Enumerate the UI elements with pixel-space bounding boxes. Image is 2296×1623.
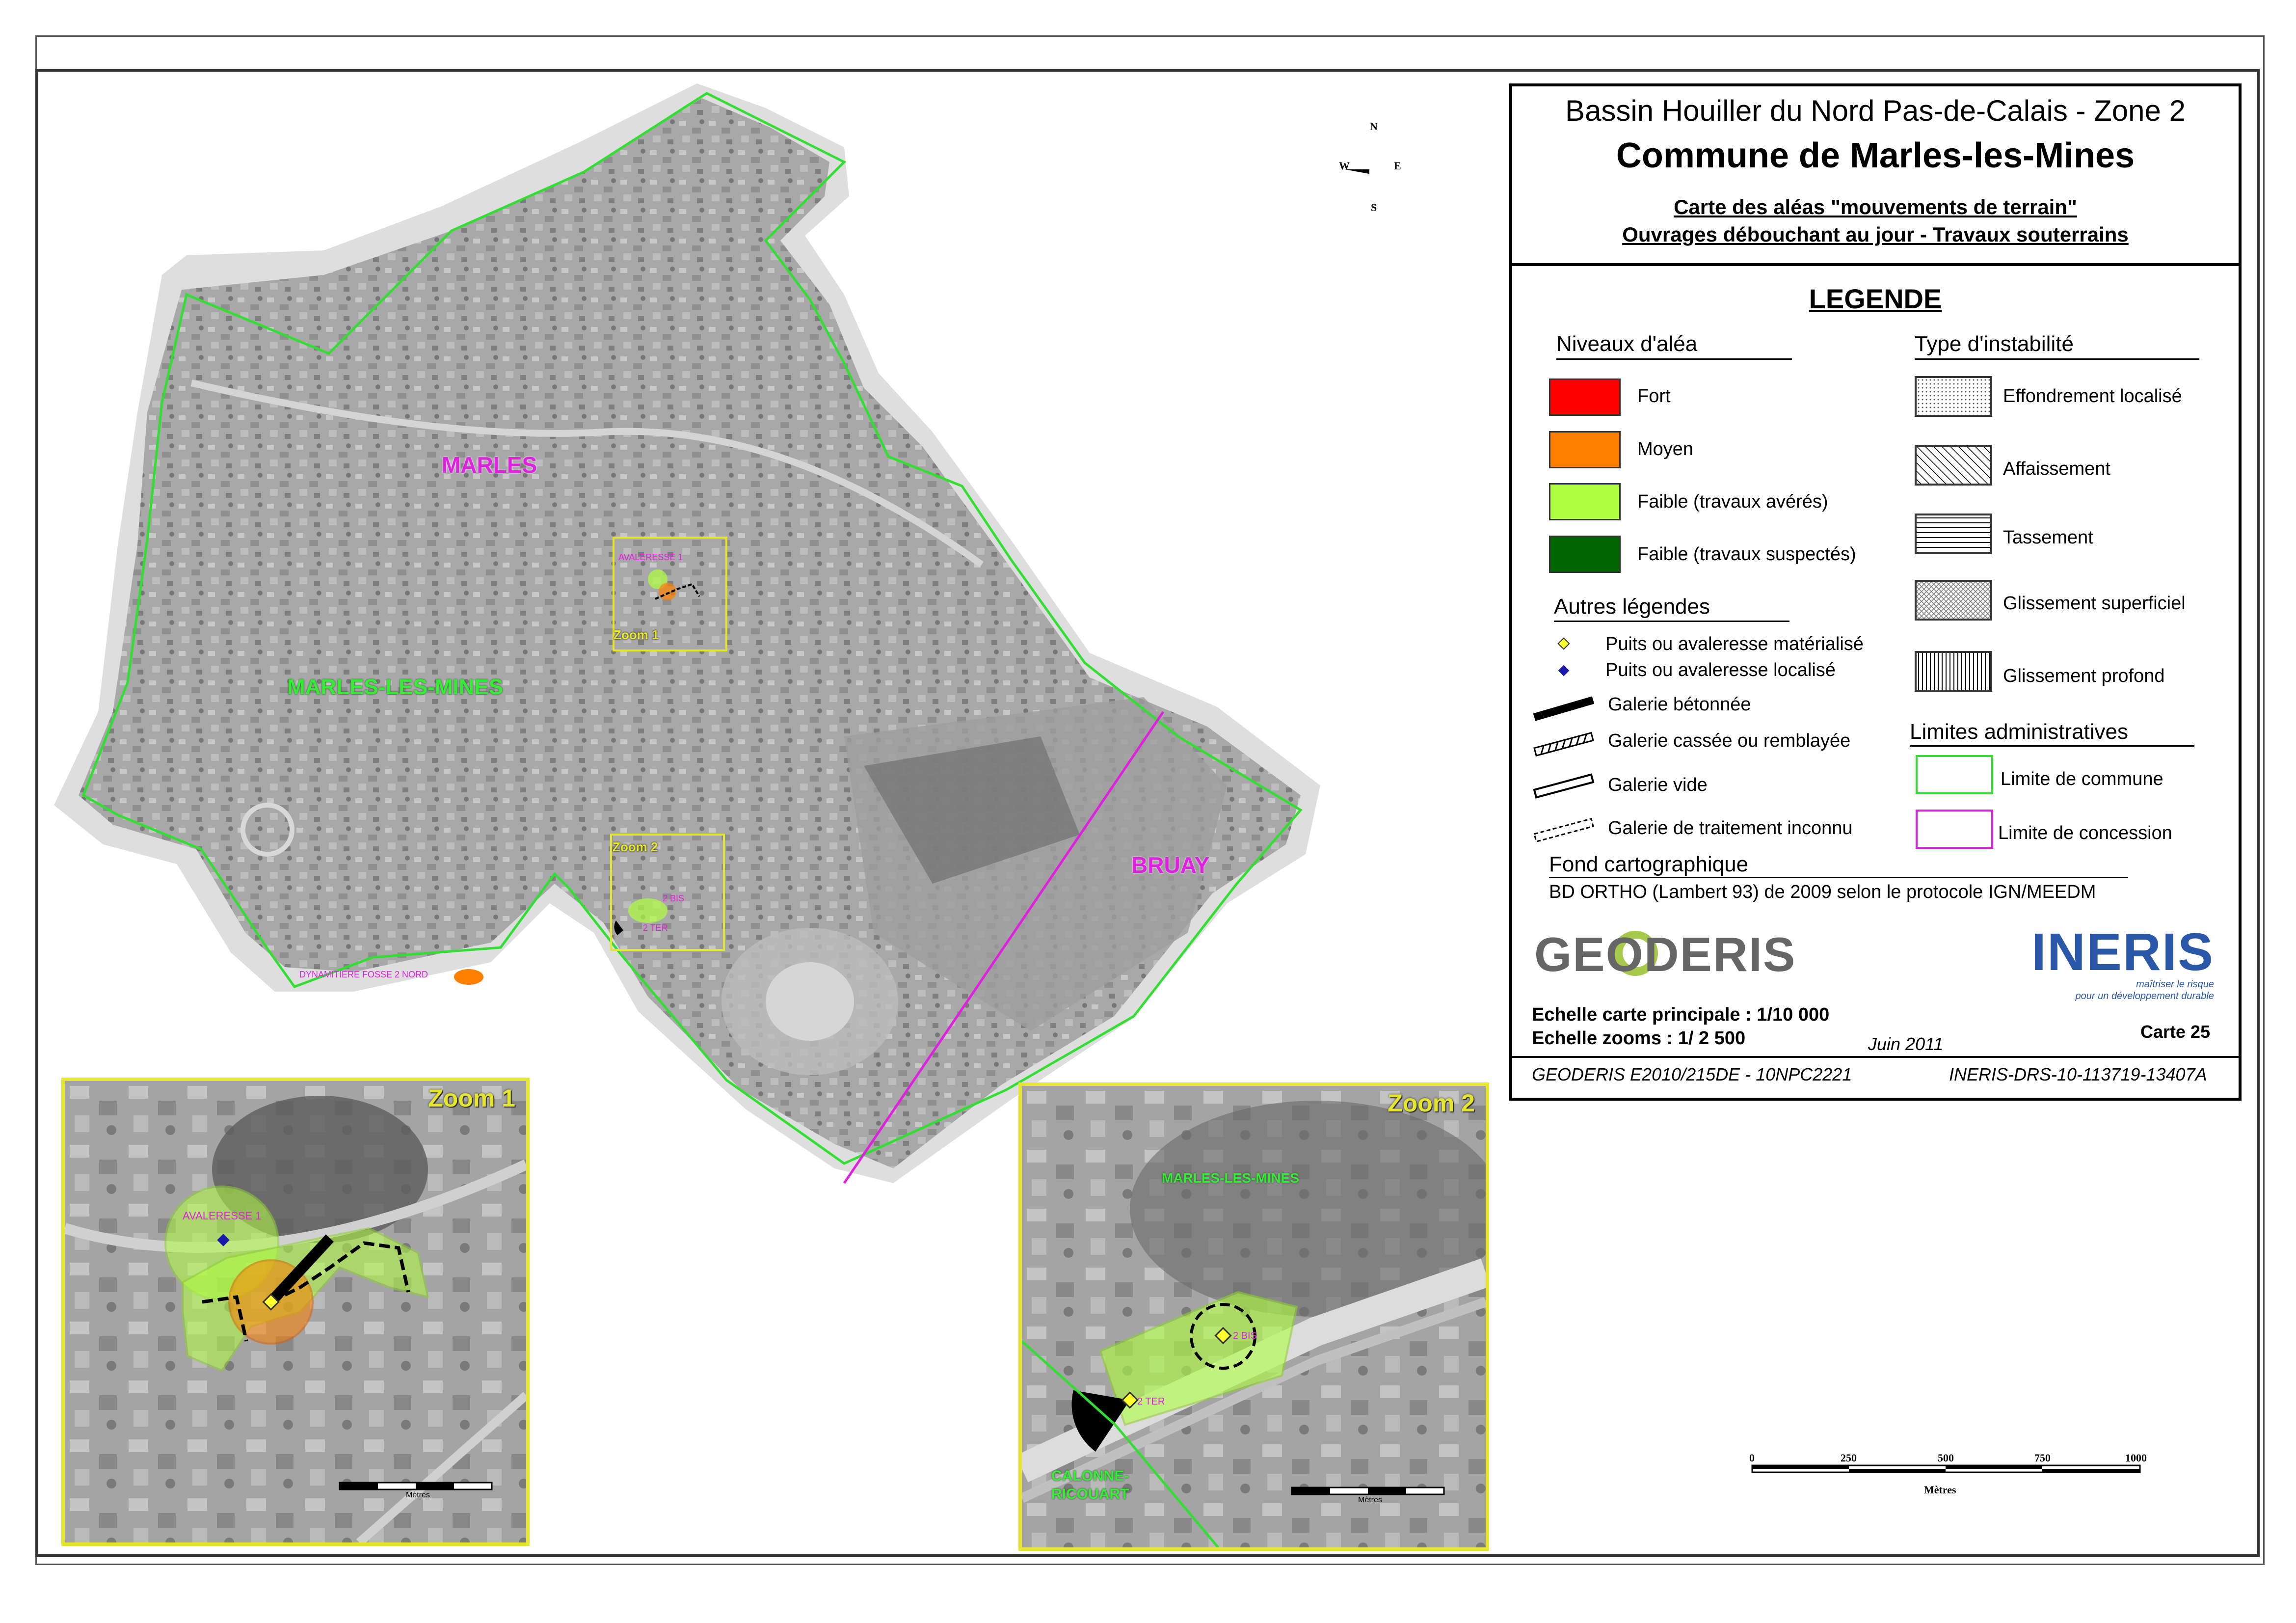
pattern-effondrement (1915, 376, 1992, 417)
instab-affaissement-label: Affaissement (2003, 459, 2110, 479)
galerie-inconnu-icon (1532, 815, 1596, 845)
swatch-faible-suspectes (1549, 536, 1621, 573)
niveau-faible-averes-label: Faible (travaux avérés) (1637, 491, 1828, 512)
map-date: Juin 2011 (1868, 1034, 1944, 1054)
pattern-glissement-superficiel (1915, 580, 1992, 621)
ineris-tagline-2: pour un développement durable (2075, 991, 2214, 1001)
zoom1-title: Zoom 1 (428, 1084, 515, 1112)
legend-title: LEGENDE (1809, 283, 1942, 314)
niveaux-underline (1556, 358, 1792, 360)
limites-title: Limites administratives (1910, 720, 2129, 744)
scale-unit: Mètres (1924, 1484, 1956, 1496)
scale-tick-0: 0 (1749, 1452, 1755, 1464)
geoderis-logo (1534, 921, 1799, 990)
commune-label-marles-les-mines: MARLES-LES-MINES (287, 675, 503, 699)
scale-tick-750: 750 (2034, 1452, 2051, 1464)
pattern-affaissement (1915, 445, 1992, 486)
swatch-faible-averes (1549, 483, 1621, 520)
niveaux-title: Niveaux d'aléa (1556, 332, 1698, 356)
instab-glissement-superficiel-label: Glissement superficiel (2003, 593, 2186, 614)
west-letter: W (1339, 160, 1350, 172)
limite-concession-label: Limite de concession (1998, 823, 2172, 843)
autres-title: Autres légendes (1554, 595, 1710, 619)
autres-galerie-vide-label: Galerie vide (1608, 775, 1708, 795)
galerie-betonnee-icon (1532, 693, 1596, 722)
niveau-faible-suspectes-label: Faible (travaux suspectés) (1637, 544, 1856, 565)
autres-underline (1554, 621, 1789, 622)
zoom2-calonne-label-1: CALONNE- (1051, 1468, 1129, 1484)
scale-tick-1000: 1000 (2125, 1452, 2147, 1464)
footer-divider (1512, 1056, 2239, 1058)
puits-localise-icon (1554, 661, 1574, 680)
avaleresse-label: AVALERESSE 1 (618, 552, 683, 562)
main-map (44, 74, 1369, 1203)
fond-title: Fond cartographique (1549, 852, 1749, 876)
swatch-fort (1549, 379, 1621, 416)
spoil-heap-inner (766, 962, 854, 1041)
ter-label: 2 TER (643, 923, 668, 933)
zoom2-panel (1018, 1082, 1489, 1551)
instab-tassement-label: Tassement (2003, 527, 2093, 548)
zoom1-panel (61, 1078, 530, 1546)
ineris-logo-text: INERIS (2031, 922, 2214, 981)
limite-concession-swatch (1916, 810, 1993, 849)
south-letter: S (1371, 201, 1377, 214)
zoom2-label: Zoom 2 (613, 839, 658, 854)
dynamitiere-label: DYNAMITIERE FOSSE 2 NORD (299, 970, 428, 979)
limite-commune-label: Limite de commune (2001, 769, 2163, 789)
niveau-moyen-label: Moyen (1637, 439, 1694, 460)
echelle-main: Echelle carte principale : 1/10 000 (1532, 1004, 1830, 1025)
cartouche (1509, 83, 2242, 1101)
scale-tick-250: 250 (1841, 1452, 1857, 1464)
geoderis-logo-text: GEODERIS (1534, 927, 1796, 981)
zoom1-avaleresse-label: AVALERESSE 1 (183, 1210, 262, 1222)
zoom1-map (65, 1081, 526, 1542)
instab-effondrement-label: Effondrement localisé (2003, 386, 2182, 406)
zoom1-label: Zoom 1 (614, 627, 659, 642)
dynamitiere-zone (454, 969, 483, 985)
carte-number: Carte 25 (2140, 1022, 2211, 1042)
instab-title: Type d'instabilité (1915, 332, 2074, 356)
limites-underline (1910, 745, 2194, 747)
pattern-tassement (1915, 514, 1992, 554)
place-label-bruay: BRUAY (1131, 852, 1210, 878)
autres-galerie-inconnu-label: Galerie de traitement inconnu (1608, 818, 1853, 839)
zone-2bis (628, 898, 667, 923)
limite-commune-swatch (1916, 755, 1993, 794)
subtitle-2: Ouvrages débouchant au jour - Travaux souterrains (1622, 223, 2129, 246)
north-letter: N (1370, 120, 1378, 133)
ref-ineris: INERIS-DRS-10-113719-13407A (1949, 1064, 2207, 1084)
zoom2-title: Zoom 2 (1388, 1089, 1475, 1117)
fond-text: BD ORTHO (Lambert 93) de 2009 selon le protocole IGN/MEEDM (1549, 882, 2096, 902)
ineris-logo (2018, 921, 2214, 1007)
pattern-glissement-profond (1915, 651, 1992, 692)
autres-galerie-cassee-label: Galerie cassée ou remblayée (1608, 730, 1851, 751)
niveau-fort-label: Fort (1637, 386, 1671, 406)
instab-glissement-profond-label: Glissement profond (2003, 666, 2165, 686)
commune-title: Commune de Marles-les-Mines (1616, 136, 2135, 175)
swatch-moyen (1549, 431, 1621, 468)
subtitle-1: Carte des aléas "mouvements de terrain" (1674, 195, 2077, 218)
east-letter: E (1394, 160, 1401, 172)
place-label-marles: MARLES (442, 452, 537, 478)
echelle-zoom: Echelle zooms : 1/ 2 500 (1532, 1028, 1746, 1049)
galerie-vide-icon (1532, 771, 1596, 801)
zoom2-bis-label: 2 BIS (1233, 1330, 1257, 1341)
zoom1-scale-unit: Mètres (406, 1491, 430, 1499)
autres-puits-localise-label: Puits ou avaleresse localisé (1605, 660, 1836, 680)
zoom2-scale-unit: Mètres (1358, 1496, 1382, 1504)
scale-tick-500: 500 (1938, 1452, 1954, 1464)
fond-underline (1549, 877, 2128, 878)
zoom2-calonne-label-2: RICOUART (1051, 1486, 1129, 1502)
ref-geoderis: GEODERIS E2010/215DE - 10NPC2221 (1532, 1064, 1852, 1084)
galerie-cassee-icon (1532, 730, 1596, 759)
zoom2-ter-label: 2 TER (1137, 1396, 1165, 1407)
puits-materialise-icon (1554, 634, 1574, 653)
header-line1: Bassin Houiller du Nord Pas-de-Calais - Zone 2 (1565, 94, 2186, 127)
cartouche-header (1512, 86, 2239, 266)
ineris-tagline-1: maîtriser le risque (2136, 979, 2214, 990)
zoom2-commune-label: MARLES-LES-MINES (1162, 1170, 1299, 1186)
instab-underline (1915, 358, 2199, 360)
autres-puits-materialise-label: Puits ou avaleresse matérialisé (1605, 634, 1864, 654)
bis-label: 2 BIS (663, 893, 685, 903)
autres-galerie-betonnee-label: Galerie bétonnée (1608, 694, 1751, 715)
